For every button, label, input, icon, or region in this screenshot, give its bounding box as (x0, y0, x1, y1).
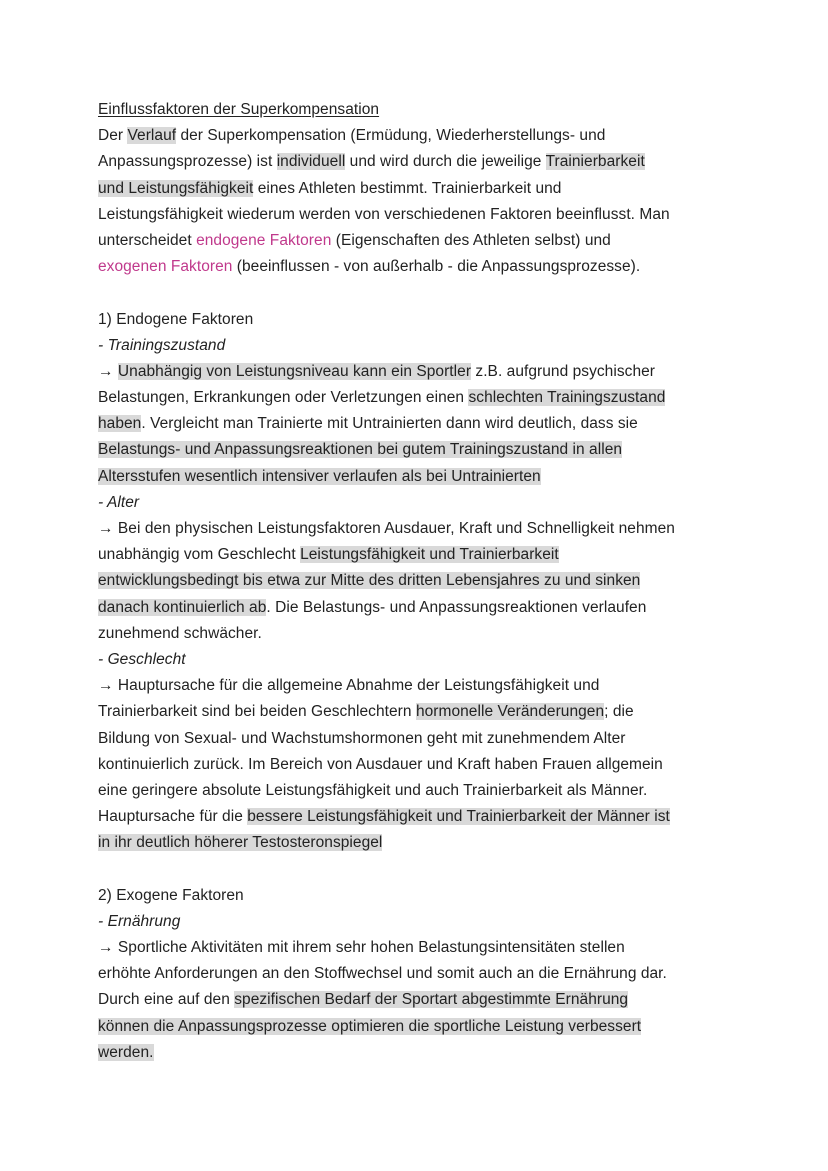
intro-line-1 (98, 123, 738, 149)
arrow-icon: → (98, 362, 118, 380)
text: der Superkompensation (Ermüdung, Wiederherstellungs- und (176, 127, 606, 145)
section-heading-endogenous: 1) Endogene Faktoren (98, 310, 254, 328)
geschlecht-line-2 (98, 699, 738, 725)
text: Durch eine auf den (98, 991, 235, 1009)
alter-line-2 (98, 542, 738, 568)
highlight: können die Anpassungsprozesse optimieren die sportliche Leistung verbessert (98, 1017, 642, 1035)
geschlecht-line-7 (98, 830, 738, 856)
term-exogenous: exogenen Faktoren (98, 258, 233, 276)
spacer (98, 856, 738, 882)
highlight: Verlauf (127, 127, 177, 145)
text: . Die Belastungs- und Anpassungsreaktionen verlaufen (266, 598, 647, 616)
text: (beeinflussen - von außerhalb - die Anpassungsprozesse). (232, 258, 641, 276)
text: z.B. aufgrund psychischer (471, 362, 655, 380)
training-line-3 (98, 411, 738, 437)
highlight: Trainierbarkeit (545, 153, 645, 171)
section-heading-exogenous: 2) Exogene Faktoren (98, 886, 244, 904)
highlight: hormonelle Veränderungen (415, 703, 605, 721)
ernaehrung-line-5 (98, 1040, 738, 1066)
text: Trainierbarkeit sind bei beiden Geschlechtern (98, 703, 416, 721)
spacer (98, 280, 738, 306)
text: Hauptursache für die (98, 808, 248, 826)
geschlecht-line-6 (98, 804, 738, 830)
text: Anpassungsprozesse) ist (98, 153, 277, 171)
subheading-ernaehrung: - Ernährung (98, 912, 181, 930)
highlight: Altersstufen wesentlich intensiver verlaufen als bei Untrainierten (98, 467, 541, 485)
highlight: Belastungs- und Anpassungsreaktionen bei gutem Trainingszustand in allen (98, 441, 623, 459)
highlight: Leistungsfähigkeit und Trainierbarkeit (300, 546, 559, 564)
term-endogenous: endogene Faktoren (196, 231, 332, 249)
training-line-4 (98, 437, 738, 463)
subheading-geschlecht: - Geschlecht (98, 650, 186, 668)
text: unabhängig vom Geschlecht (98, 546, 301, 564)
document-title-line (98, 97, 738, 123)
subheading-trainingszustand: - Trainingszustand (98, 336, 226, 354)
highlight: werden. (98, 1043, 154, 1061)
intro-line-2 (98, 149, 738, 175)
highlight: entwicklungsbedingt bis etwa zur Mitte des dritten Lebensjahres zu und sinken (98, 572, 641, 590)
alter-line-5: zunehmend schwächer. (98, 624, 262, 642)
ernaehrung-line-1: → Sportliche Aktivitäten mit ihrem sehr hohen Belastungsintensitäten stellen (98, 939, 625, 956)
highlight: in ihr deutlich höherer Testosteronspiegel (98, 834, 383, 852)
intro-line-5 (98, 228, 738, 254)
document-page (98, 97, 738, 1066)
highlight: danach kontinuierlich ab (98, 598, 267, 616)
text: eines Athleten bestimmt. Trainierbarkeit und (253, 179, 562, 197)
highlight: spezifischen Bedarf der Sportart abgestimmte Ernährung (234, 991, 629, 1009)
highlight: individuell (276, 153, 346, 171)
highlight: Unabhängig von Leistungsniveau kann ein Sportler (117, 362, 472, 380)
highlight: schlechten Trainingszustand (468, 389, 666, 407)
highlight: haben (98, 415, 142, 433)
text: unterscheidet (98, 231, 197, 249)
text: Belastungen, Erkrankungen oder Verletzungen einen (98, 389, 469, 407)
subheading-alter: - Alter (98, 493, 140, 511)
document-title: Einflussfaktoren der Superkompensation (98, 101, 380, 118)
geschlecht-line-5: eine geringere absolute Leistungsfähigkeit und auch Trainierbarkeit als Männer. (98, 781, 648, 799)
text: ; die (604, 703, 634, 721)
ernaehrung-line-3 (98, 987, 738, 1013)
intro-line-4: Leistungsfähigkeit wiederum werden von verschiedenen Faktoren beeinflusst. Man (98, 205, 670, 223)
training-line-1 (98, 359, 738, 385)
highlight: bessere Leistungsfähigkeit und Trainierbarkeit der Männer ist (247, 808, 670, 826)
geschlecht-line-4: kontinuierlich zurück. Im Bereich von Ausdauer und Kraft haben Frauen allgemein (98, 755, 663, 773)
ernaehrung-line-2: erhöhte Anforderungen an den Stoffwechsel und somit auch an die Ernährung dar. (98, 965, 667, 983)
training-line-5 (98, 464, 738, 490)
intro-line-3 (98, 176, 738, 202)
alter-line-1: → Bei den physischen Leistungsfaktoren Ausdauer, Kraft und Schnelligkeit nehmen (98, 520, 675, 537)
text: (Eigenschaften des Athleten selbst) und (331, 231, 611, 249)
training-line-2 (98, 385, 738, 411)
geschlecht-line-1: → Hauptursache für die allgemeine Abnahme der Leistungsfähigkeit und (98, 677, 600, 695)
alter-line-3 (98, 568, 738, 594)
text: und wird durch die jeweilige (345, 153, 546, 171)
ernaehrung-line-4 (98, 1014, 738, 1040)
geschlecht-line-3: Bildung von Sexual- und Wachstumshormonen geht mit zunehmendem Alter (98, 729, 626, 747)
alter-line-4 (98, 595, 738, 621)
text: Der (98, 127, 128, 145)
intro-line-6 (98, 254, 738, 280)
highlight: und Leistungsfähigkeit (98, 179, 254, 197)
text: . Vergleicht man Trainierte mit Untrainierten dann wird deutlich, dass sie (141, 415, 638, 433)
